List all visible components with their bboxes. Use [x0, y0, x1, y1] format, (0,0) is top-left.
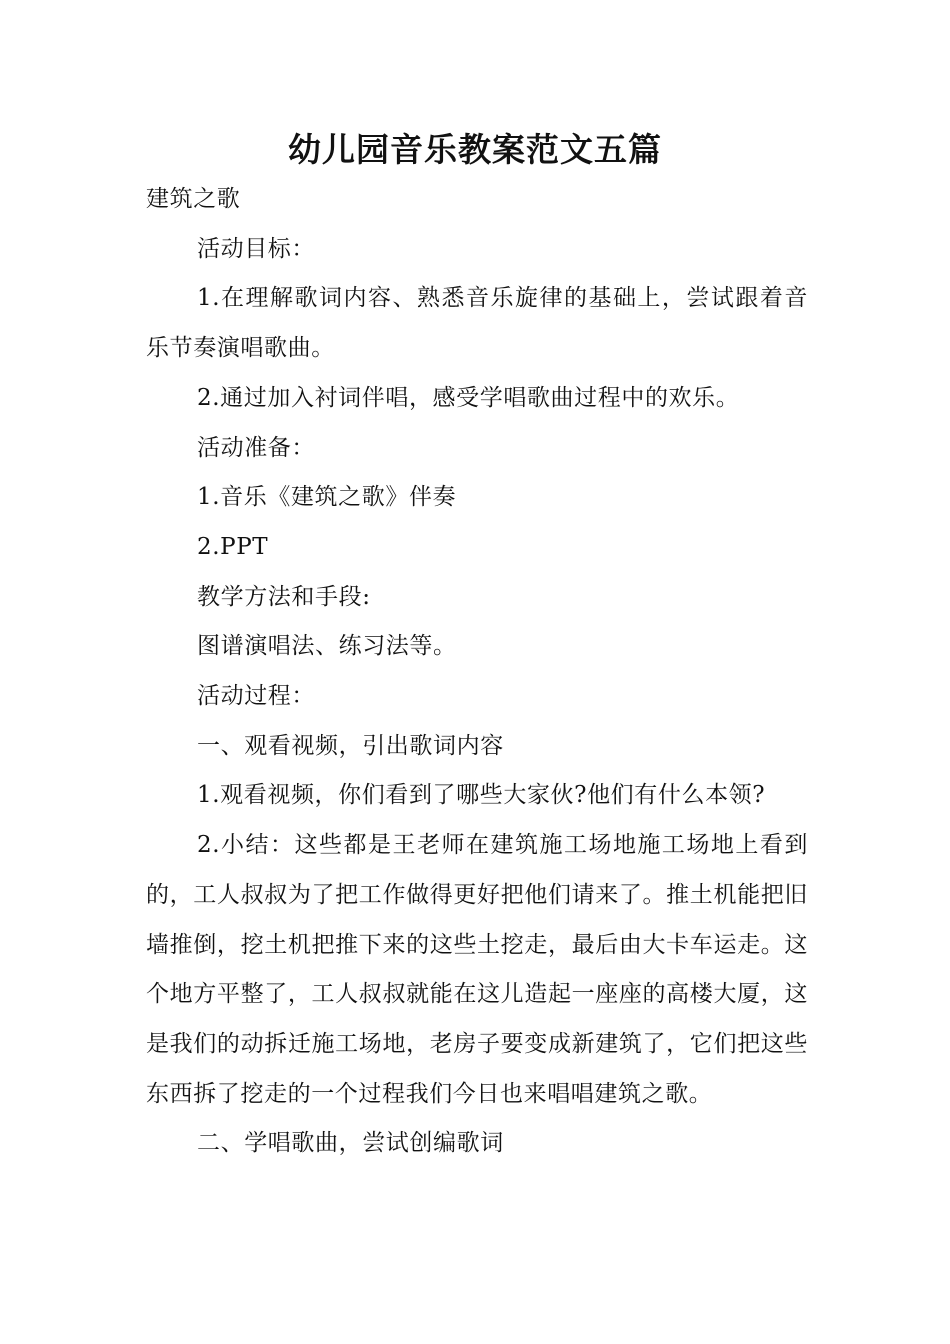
document-title: 幼儿园音乐教案范文五篇 [288, 130, 662, 169]
process-step-2-heading: 二、学唱歌曲，尝试创编歌词 [197, 1130, 504, 1157]
teaching-methods-text: 图谱演唱法、练习法等。 [197, 633, 457, 660]
goal-item-1: 1.在理解歌词内容、熟悉音乐旋律的基础上，尝试跟着音乐节奏演唱歌曲。 [146, 285, 808, 362]
subheading-activity-preparation: 活动准备： [197, 434, 315, 461]
goal-item-2: 2.通过加入衬词伴唱，感受学唱歌曲过程中的欢乐。 [197, 384, 740, 411]
process-step-1-item-1: 1.观看视频，你们看到了哪些大家伙?他们有什么本领? [197, 782, 766, 809]
subheading-activity-process: 活动过程： [197, 683, 315, 710]
process-step-1-heading: 一、观看视频，引出歌词内容 [197, 732, 504, 759]
document-body [146, 175, 808, 1169]
preparation-item-2: 2.PPT [197, 533, 269, 560]
subheading-teaching-methods: 教学方法和手段: [197, 583, 371, 610]
preparation-item-1: 1.音乐《建筑之歌》伴奏 [197, 484, 457, 511]
subheading-activity-goals: 活动目标： [197, 235, 315, 262]
process-step-1-summary: 2.小结：这些都是王老师在建筑施工场地施工场地上看到的，工人叔叔为了把工作做得更好把他们请来了。推土机能把旧墙推倒，挖土机把推下来的这些土挖走，最后由大卡车运走。这个地方平整了，工人叔叔就能在这儿造起一座座的高楼大厦，这是我们的动拆迁施工场地，老房子要变成新建筑了，它们把这些东西拆了挖走的一个过程我们今日也来唱唱建筑之歌。 [146, 832, 808, 1107]
section-heading: 建筑之歌 [146, 186, 241, 212]
